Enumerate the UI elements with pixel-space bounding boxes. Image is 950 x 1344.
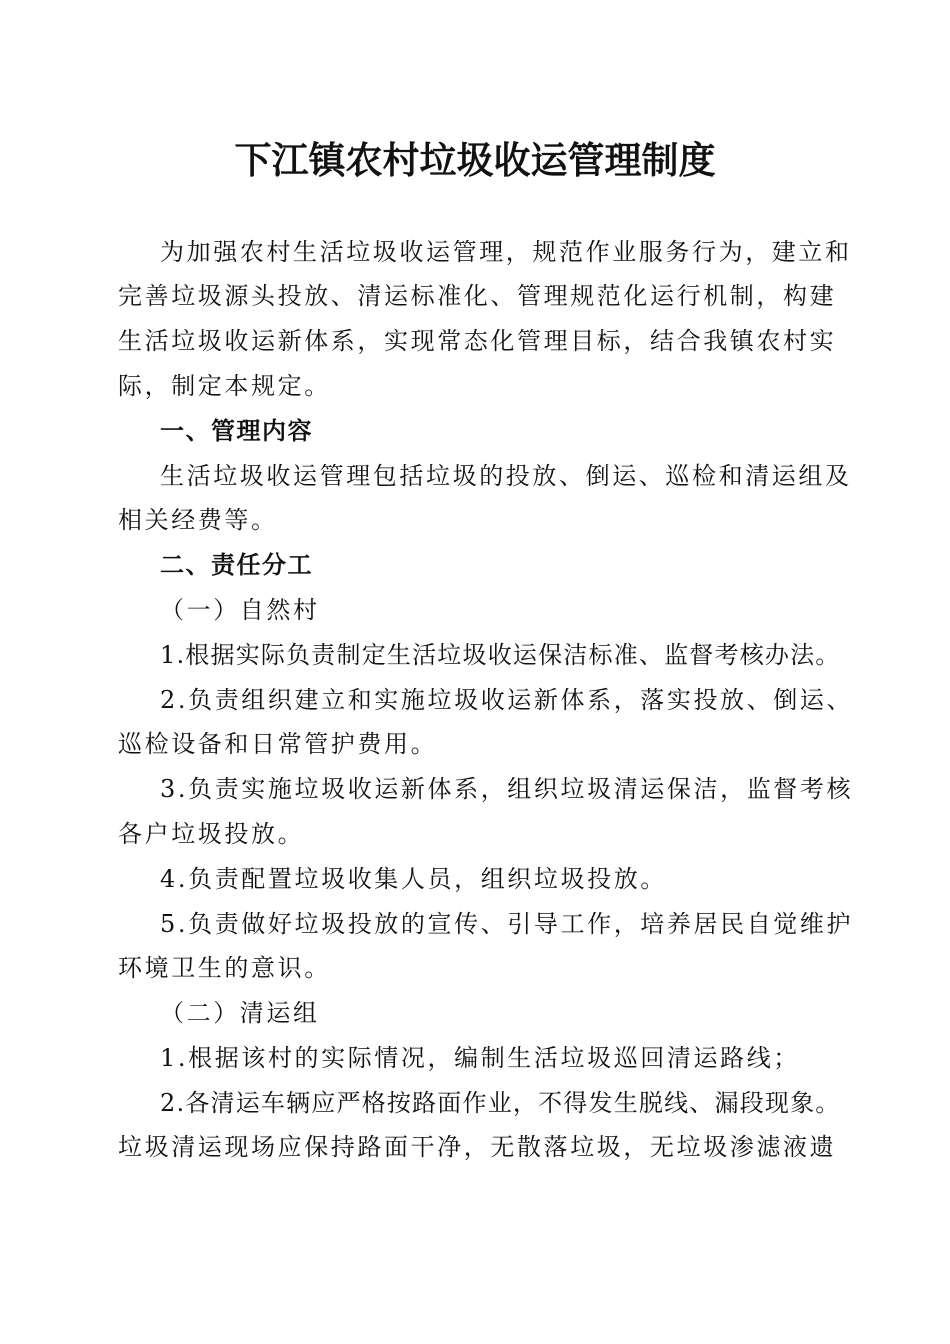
subsection-heading: （一）自然村 [160, 596, 320, 624]
section-heading: 一、管理内容 [160, 417, 313, 445]
list-item: 4.负责配置垃圾收集人员，组织垃圾投放。 [160, 865, 667, 893]
paragraph-line: 生活垃圾收运新体系，实现常态化管理目标，结合我镇农村实 [118, 327, 837, 355]
list-item-continuation: 各户垃圾投放。 [118, 820, 305, 848]
list-item: 1.根据该村的实际情况，编制生活垃圾巡回清运路线； [160, 1044, 800, 1072]
subsection-heading: （二）清运组 [160, 999, 320, 1027]
list-item: 3.负责实施垃圾收运新体系，组织垃圾清运保洁，监督考核 [160, 775, 854, 803]
list-item: 2.各清运车辆应严格按路面作业，不得发生脱线、漏段现象。 [160, 1089, 841, 1117]
list-item: 5.负责做好垃圾投放的宣传、引导工作，培养居民自觉维护 [160, 910, 854, 938]
list-item: 2.负责组织建立和实施垃圾收运新体系，落实投放、倒运、 [160, 686, 854, 714]
document-title: 下江镇农村垃圾收运管理制度 [234, 138, 716, 182]
list-item-continuation: 环境卫生的意识。 [118, 954, 331, 982]
paragraph-line: 际，制定本规定。 [118, 372, 331, 400]
paragraph-line: 完善垃圾源头投放、清运标准化、管理规范化运行机制，构建 [118, 282, 837, 310]
list-item: 1.根据实际负责制定生活垃圾收运保洁标准、监督考核办法。 [160, 641, 841, 669]
list-item-continuation: 巡检设备和日常管护费用。 [118, 730, 438, 758]
list-item-continuation: 垃圾清运现场应保持路面干净，无散落垃圾，无垃圾渗滤液遗 [118, 1133, 837, 1161]
paragraph-line: 相关经费等。 [118, 506, 278, 534]
paragraph-line: 为加强农村生活垃圾收运管理，规范作业服务行为，建立和 [160, 238, 852, 266]
section-heading: 二、责任分工 [160, 551, 313, 579]
paragraph-line: 生活垃圾收运管理包括垃圾的投放、倒运、巡检和清运组及 [160, 462, 852, 490]
